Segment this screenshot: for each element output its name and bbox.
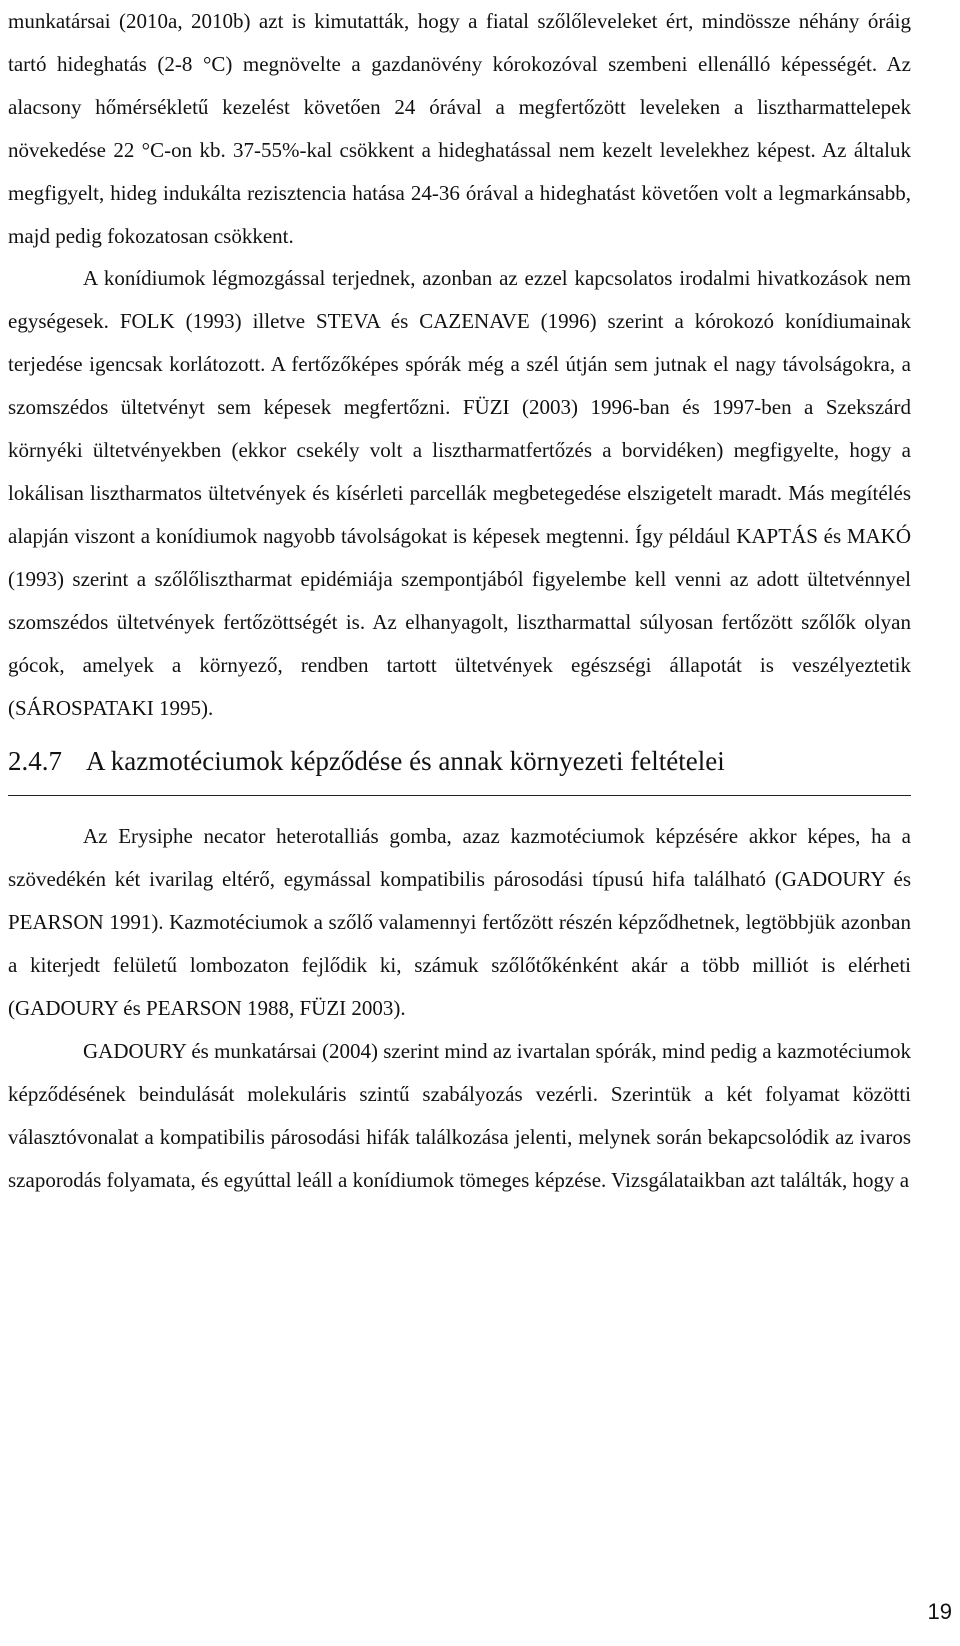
section-heading	[8, 741, 911, 796]
section-heading-text	[8, 741, 911, 781]
body-paragraph: Az Erysiphe necator heterotalliás gomba, azaz kazmotéciumok képzésére akkor képes, ha a szövedékén két ivarilag eltérő, egymással kompatibilis párosodási típusú hifa található (GADOURY és PEARSON 1991). Kazmotéciumok a szőlő valamennyi fertőzött részén képződhetnek, legtöbbjük azonban a kiterjedt felületű lombozaton fejlődik ki, számuk szőlőtőkénként akár a több milliót is elérheti (GADOURY és PEARSON 1988, FÜZI 2003).	[8, 824, 911, 1021]
body-paragraph: munkatársai (2010a, 2010b) azt is kimutatták, hogy a fiatal szőlőleveleket ért, mindössze néhány óráig tartó hideghatás (2-8 °C) megnövelte a gazdanövény kórokozóval szembeni ellenálló képességét. Az alacsony hőmérsékletű kezelést követően 24 órával a megfertőzött leveleken a lisztharmattelepek növekedése 22 °C-on kb. 37-55%-kal csökkent a hideghatással nem kezelt levelekhez képest. Az általuk megfigyelt, hideg indukálta rezisztencia hatása 24-36 órával a hideghatást követően volt a legmarkánsabb, majd pedig fokozatosan csökkent.	[8, 9, 911, 248]
section-number: 2.4.7	[8, 746, 62, 777]
body-paragraph: GADOURY és munkatársai (2004) szerint mind az ivartalan spórák, mind pedig a kazmotéciumok képződésének beindulását molekuláris szintű szabályozás vezérli. Szerintük a két folyamat közötti választóvonalat a kompatibilis párosodási hifák találkozása jelenti, melynek során bekapcsolódik az ivaros szaporodás folyamata, és egyúttal leáll a konídiumok tömeges képzése. Vizsgálataikban azt találták, hogy a	[8, 1038, 911, 1192]
body-paragraph: A konídiumok légmozgással terjednek, azonban az ezzel kapcsolatos irodalmi hivatkozások nem egységesek. FOLK (1993) illetve STEVA és CAZENAVE (1996) szerint a kórokozó konídiumainak terjedése igencsak korlátozott. A fertőzőképes spórák még a szél útján sem jutnak el nagy távolságokra, a szomszédos ültetvényt sem képesek megfertőzni. FÜZI (2003) 1996-ban és 1997-ben a Szekszárd környéki ültetvényekben (ekkor csekély volt a lisztharmatfertőzés a borvidéken) megfigyelte, hogy a lokálisan lisztharmatos ültetvények és kísérleti parcellák megbetegedése elszigetelt maradt. Más megítélés alapján viszont a konídiumok nagyobb távolságokat is képesek megtenni. Így például KAPTÁS és MAKÓ (1993) szerint a szőlőlisztharmat epidémiája szempontjából figyelembe kell venni az adott ültetvénnyel szomszédos ültetvények fertőzöttségét is. Az elhanyagolt, lisztharmattal súlyosan fertőzött szőlők olyan gócok, amelyek a környező, rendben tartott ültetvények egészségi állapotát is veszélyeztetik (SÁROSPATAKI 1995).	[8, 266, 911, 720]
page-number: 19	[927, 1599, 952, 1624]
section-title: A kazmotéciumok képződése és annak környezeti feltételei	[86, 746, 725, 777]
document-page	[8, 0, 911, 1202]
